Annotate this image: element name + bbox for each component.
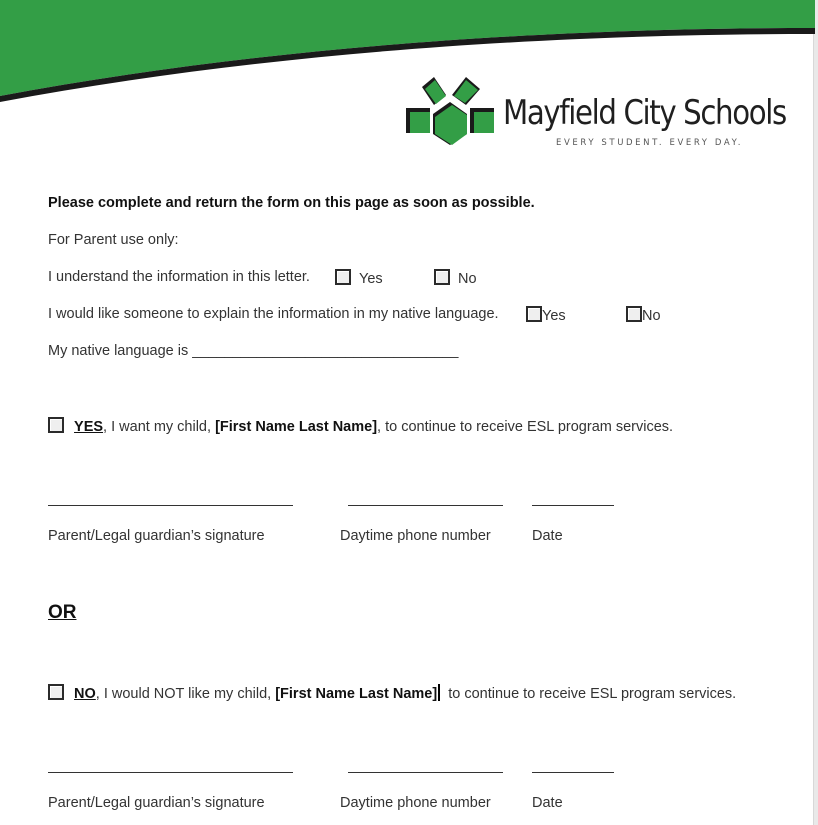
explain-question: I would like someone to explain the information in my native language.: [48, 306, 499, 322]
explain-no-checkbox[interactable]: [626, 306, 642, 322]
understand-no-label: No: [458, 271, 477, 287]
school-tagline: EVERY STUDENT. EVERY DAY.: [556, 138, 744, 148]
understand-yes-checkbox[interactable]: [335, 269, 351, 285]
yes-date-blank[interactable]: [532, 505, 614, 506]
yes-phone-label: Daytime phone number: [340, 528, 491, 544]
understand-yes-option[interactable]: [335, 269, 383, 287]
no-keyword: NO: [74, 686, 96, 702]
no-date-blank[interactable]: [532, 772, 614, 773]
mayfield-cubes-logo-icon: [404, 75, 496, 147]
explain-yes-option[interactable]: [526, 306, 566, 324]
yes-child-name: [First Name Last Name]: [215, 419, 378, 435]
yes-keyword: YES: [74, 419, 104, 435]
understand-no-option[interactable]: [434, 269, 477, 287]
school-name: Mayfield City Schools: [503, 93, 786, 133]
text-cursor: [438, 684, 440, 701]
understand-yes-label: Yes: [359, 271, 383, 287]
yes-date-label: Date: [532, 528, 563, 544]
no-date-label: Date: [532, 795, 563, 811]
no-option-checkbox[interactable]: [48, 684, 64, 700]
yes-text-after: , to continue to receive ESL program services.: [377, 419, 674, 435]
yes-phone-blank[interactable]: [348, 505, 503, 506]
yes-option-row: [48, 417, 673, 435]
yes-option-checkbox[interactable]: [48, 417, 64, 433]
or-separator: OR: [48, 602, 77, 623]
understand-no-checkbox[interactable]: [434, 269, 450, 285]
yes-signature-blank[interactable]: [48, 505, 293, 506]
page-edge: [813, 0, 818, 825]
yes-signature-label: Parent/Legal guardian’s signature: [48, 528, 265, 544]
explain-yes-checkbox[interactable]: [526, 306, 542, 322]
no-signature-blank[interactable]: [48, 772, 293, 773]
native-language-label: My native language is: [48, 343, 189, 359]
explain-no-label: No: [642, 308, 661, 324]
no-child-name: [First Name Last Name]: [275, 686, 438, 702]
no-phone-label: Daytime phone number: [340, 795, 491, 811]
explain-yes-label: Yes: [542, 308, 566, 324]
no-signature-label: Parent/Legal guardian’s signature: [48, 795, 265, 811]
no-text-before: , I would NOT like my child,: [95, 686, 276, 702]
form-instruction: Please complete and return the form on this page as soon as possible.: [48, 195, 535, 211]
yes-text-before: , I want my child,: [103, 419, 216, 435]
understand-question: I understand the information in this letter.: [48, 269, 310, 285]
native-language-row: [48, 343, 458, 359]
no-option-row: [48, 684, 736, 702]
no-text-after: to continue to receive ESL program services.: [444, 686, 737, 702]
parent-use-label: For Parent use only:: [48, 232, 179, 248]
no-phone-blank[interactable]: [348, 772, 503, 773]
explain-no-option[interactable]: [626, 306, 661, 324]
native-language-blank[interactable]: _________________________________: [192, 343, 459, 359]
